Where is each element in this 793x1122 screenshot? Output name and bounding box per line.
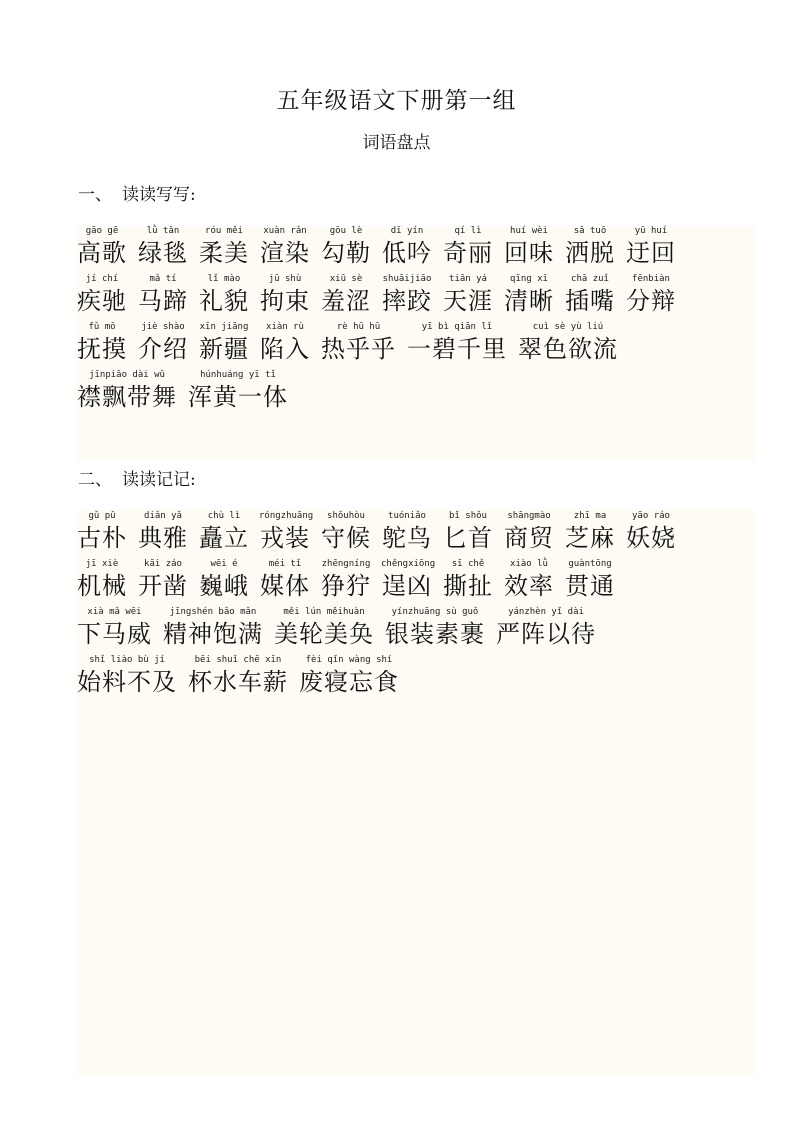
hanzi-word: 鸵鸟 <box>382 524 432 552</box>
pinyin-text: mǎ tí <box>149 274 177 284</box>
hanzi-word: 回味 <box>504 239 554 267</box>
pinyin-text: wēi é <box>210 559 238 569</box>
pinyin-text: diǎn yǎ <box>144 511 182 521</box>
word-item <box>76 558 128 601</box>
hanzi-word: 一碧千里 <box>407 335 507 363</box>
word-row <box>76 321 755 367</box>
word-row <box>76 369 755 415</box>
hanzi-word: 巍峨 <box>199 572 249 600</box>
hanzi-word: 羞涩 <box>321 287 371 315</box>
hanzi-word: 礼貌 <box>199 287 249 315</box>
hanzi-word: 洒脱 <box>565 239 615 267</box>
pinyin-text: chù lì <box>207 511 241 521</box>
pinyin-text: lǜ tǎn <box>146 226 180 236</box>
pinyin-text: shǐ liào bù jí <box>89 655 165 665</box>
word-item <box>76 273 128 316</box>
word-item <box>442 273 494 316</box>
word-item <box>320 273 372 316</box>
word-item <box>320 510 372 553</box>
pinyin-text: yī bì qiān lǐ <box>421 322 493 332</box>
hanzi-word: 迂回 <box>626 239 676 267</box>
word-row <box>76 606 755 652</box>
pinyin-text: xià mǎ wēi <box>87 607 142 617</box>
hanzi-word: 狰狞 <box>321 572 371 600</box>
word-item <box>298 654 400 697</box>
word-item <box>76 606 153 649</box>
word-item <box>495 606 597 649</box>
pinyin-text: shāngmào <box>507 511 551 521</box>
word-row <box>76 225 755 271</box>
pinyin-text: yánzhèn yǐ dài <box>508 607 584 617</box>
word-item <box>198 273 250 316</box>
hanzi-word: 芝麻 <box>565 524 615 552</box>
word-item <box>137 558 189 601</box>
word-item <box>503 225 555 268</box>
hanzi-word: 浑黄一体 <box>188 383 288 411</box>
word-item <box>259 321 311 364</box>
pinyin-text: xiū sè <box>329 274 363 284</box>
pinyin-text: jī xiè <box>85 559 119 569</box>
word-item <box>320 321 397 364</box>
pinyin-text: sī chě <box>451 559 485 569</box>
word-item <box>625 225 677 268</box>
hanzi-word: 开凿 <box>138 572 188 600</box>
hanzi-word: 柔美 <box>199 239 249 267</box>
section-number: 二、 <box>78 470 112 490</box>
word-row <box>76 654 755 700</box>
hanzi-word: 抚摸 <box>77 335 127 363</box>
word-item <box>162 606 264 649</box>
word-item <box>259 273 311 316</box>
pinyin-text: kāi záo <box>144 559 182 569</box>
pinyin-text: dī yín <box>390 226 424 236</box>
hanzi-word: 高歌 <box>77 239 127 267</box>
word-item <box>320 225 372 268</box>
pinyin-text: gōu lè <box>329 226 363 236</box>
section-label: 读读记记: <box>122 470 196 490</box>
pinyin-text: lǐ mào <box>207 274 241 284</box>
pinyin-text: róngzhuāng <box>259 511 314 521</box>
word-item <box>503 510 555 553</box>
word-item <box>625 273 677 316</box>
word-item <box>381 273 433 316</box>
word-item <box>384 606 486 649</box>
hanzi-word: 始料不及 <box>77 668 177 696</box>
word-item <box>137 225 189 268</box>
pinyin-text: fèi qǐn wàng shí <box>305 655 393 665</box>
section-label: 读读写写: <box>122 185 196 205</box>
pinyin-text: xiào lǜ <box>510 559 548 569</box>
pinyin-text: róu měi <box>205 226 243 236</box>
word-item <box>198 558 250 601</box>
hanzi-word: 杯水车薪 <box>188 668 288 696</box>
word-box-read-write <box>76 225 755 460</box>
word-item <box>137 510 189 553</box>
hanzi-word: 奇丽 <box>443 239 493 267</box>
pinyin-text: xīn jiāng <box>199 322 249 332</box>
hanzi-word: 低吟 <box>382 239 432 267</box>
pinyin-text: měi lún měihuàn <box>283 607 365 617</box>
pinyin-text: qí lì <box>454 226 482 236</box>
hanzi-word: 清晰 <box>504 287 554 315</box>
hanzi-word: 陷入 <box>260 335 310 363</box>
pinyin-text: jí chí <box>85 274 119 284</box>
hanzi-word: 废寝忘食 <box>299 668 399 696</box>
word-item <box>381 558 436 601</box>
pinyin-text: guàntōng <box>568 559 612 569</box>
word-item <box>442 558 494 601</box>
hanzi-word: 精神饱满 <box>163 620 263 648</box>
hanzi-word: 守候 <box>321 524 371 552</box>
word-row <box>76 273 755 319</box>
word-item <box>273 606 375 649</box>
pinyin-text: tuóniǎo <box>388 511 426 521</box>
hanzi-word: 逞凶 <box>382 572 432 600</box>
word-item <box>187 369 289 412</box>
pinyin-text: fēnbiàn <box>632 274 670 284</box>
section-heading-2 <box>78 465 196 490</box>
word-item <box>76 510 128 553</box>
pinyin-text: huí wèi <box>510 226 548 236</box>
word-item <box>406 321 508 364</box>
word-item <box>137 273 189 316</box>
pinyin-text: shuāijiāo <box>382 274 432 284</box>
word-item <box>137 321 189 364</box>
hanzi-word: 戎装 <box>260 524 310 552</box>
hanzi-word: 机械 <box>77 572 127 600</box>
hanzi-word: 分辩 <box>626 287 676 315</box>
hanzi-word: 翠色欲流 <box>518 335 618 363</box>
word-item <box>381 510 433 553</box>
pinyin-text: zhī ma <box>573 511 607 521</box>
hanzi-word: 银装素裹 <box>385 620 485 648</box>
word-item <box>198 321 250 364</box>
hanzi-word: 绿毯 <box>138 239 188 267</box>
hanzi-word: 严阵以待 <box>496 620 596 648</box>
hanzi-word: 商贸 <box>504 524 554 552</box>
hanzi-word: 疾驰 <box>77 287 127 315</box>
hanzi-word: 勾勒 <box>321 239 371 267</box>
pinyin-text: xuàn rǎn <box>263 226 307 236</box>
word-item <box>76 654 178 697</box>
hanzi-word: 典雅 <box>138 524 188 552</box>
pinyin-text: shǒuhòu <box>327 511 365 521</box>
word-item <box>564 273 616 316</box>
hanzi-word: 介绍 <box>138 335 188 363</box>
hanzi-word: 美轮美奂 <box>274 620 374 648</box>
hanzi-word: 古朴 <box>77 524 127 552</box>
hanzi-word: 妖娆 <box>626 524 676 552</box>
page-title: 五年级语文下册第一组 <box>276 88 517 114</box>
pinyin-text: yāo ráo <box>632 511 670 521</box>
pinyin-text: gǔ pǔ <box>88 511 116 521</box>
word-item <box>259 225 311 268</box>
word-item <box>320 558 372 601</box>
hanzi-word: 撕扯 <box>443 572 493 600</box>
pinyin-text: yū huí <box>634 226 668 236</box>
section-number: 一、 <box>78 185 112 205</box>
pinyin-text: zhēngníng <box>321 559 371 569</box>
word-item <box>76 225 128 268</box>
pinyin-text: húnhuáng yī tǐ <box>200 370 276 380</box>
pinyin-text: sǎ tuō <box>573 226 607 236</box>
word-item <box>198 225 250 268</box>
hanzi-word: 插嘴 <box>565 287 615 315</box>
word-item <box>187 654 289 697</box>
word-item <box>442 225 494 268</box>
pinyin-text: chěngxiōng <box>381 559 436 569</box>
pinyin-text: bǐ shǒu <box>449 511 487 521</box>
pinyin-text: jīngshén bǎo mǎn <box>169 607 257 617</box>
word-item <box>503 558 555 601</box>
word-item <box>442 510 494 553</box>
pinyin-text: rè hū hū <box>336 322 381 332</box>
word-item <box>564 510 616 553</box>
hanzi-word: 新疆 <box>199 335 249 363</box>
word-item <box>198 510 250 553</box>
pinyin-text: yínzhuāng sù guǒ <box>391 607 479 617</box>
hanzi-word: 襟飘带舞 <box>77 383 177 411</box>
word-item <box>259 558 311 601</box>
pinyin-text: tiān yá <box>449 274 487 284</box>
pinyin-text: gāo gē <box>85 226 119 236</box>
word-item <box>503 273 555 316</box>
page-subtitle: 词语盘点 <box>362 133 431 153</box>
hanzi-word: 效率 <box>504 572 554 600</box>
word-item <box>259 510 314 553</box>
word-item <box>381 225 433 268</box>
pinyin-text: fǔ mō <box>88 322 116 332</box>
section-heading-1 <box>78 180 196 205</box>
hanzi-word: 媒体 <box>260 572 310 600</box>
word-item <box>76 321 128 364</box>
hanzi-word: 拘束 <box>260 287 310 315</box>
pinyin-text: cuì sè yù liú <box>532 322 604 332</box>
pinyin-text: chā zuǐ <box>571 274 609 284</box>
pinyin-text: jiè shào <box>141 322 185 332</box>
word-item <box>564 225 616 268</box>
pinyin-text: bēi shuǐ chē xīn <box>194 655 282 665</box>
word-row <box>76 558 755 604</box>
pinyin-text: qīng xī <box>510 274 548 284</box>
hanzi-word: 矗立 <box>199 524 249 552</box>
hanzi-word: 热乎乎 <box>321 335 396 363</box>
word-row <box>76 510 755 556</box>
hanzi-word: 匕首 <box>443 524 493 552</box>
pinyin-text: méi tǐ <box>268 559 302 569</box>
hanzi-word: 摔跤 <box>382 287 432 315</box>
hanzi-word: 贯通 <box>565 572 615 600</box>
word-item <box>517 321 619 364</box>
hanzi-word: 天涯 <box>443 287 493 315</box>
word-item <box>76 369 178 412</box>
word-item <box>625 510 677 553</box>
pinyin-text: jīnpiāo dài wǔ <box>89 370 165 380</box>
hanzi-word: 下马威 <box>77 620 152 648</box>
pinyin-text: jū shù <box>268 274 302 284</box>
hanzi-word: 马蹄 <box>138 287 188 315</box>
word-box-read-remember <box>76 510 755 1075</box>
hanzi-word: 渲染 <box>260 239 310 267</box>
word-item <box>564 558 616 601</box>
pinyin-text: xiàn rù <box>266 322 304 332</box>
